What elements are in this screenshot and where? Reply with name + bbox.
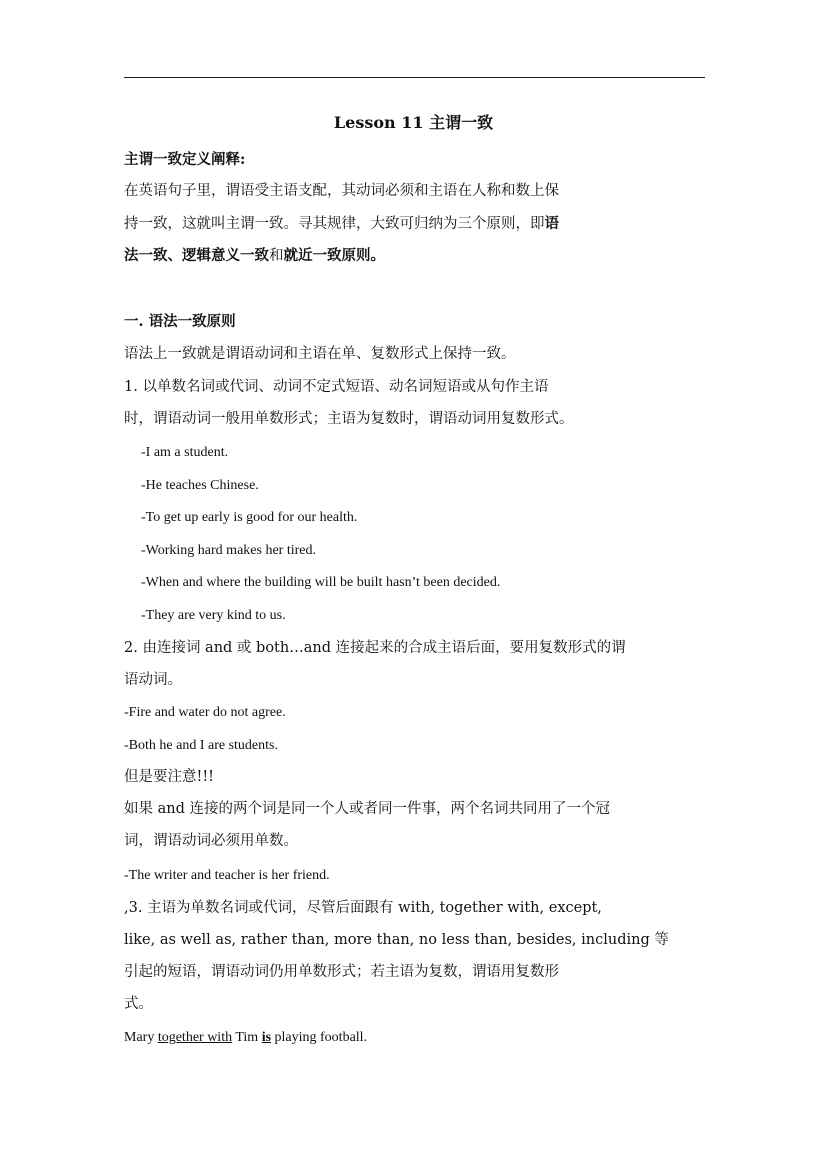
final-example-subject: Mary — [124, 1030, 158, 1045]
definition-line-2 — [124, 215, 559, 233]
note-heading: 但是要注意!!! — [124, 769, 214, 785]
rule-2-line-2: 语动词。 — [124, 672, 182, 688]
rule-3-line-3: 引起的短语，谓语动词仍用单数形式；若主语为复数，谓语用复数形 — [124, 964, 559, 980]
example-2: -He teaches Chinese. — [141, 478, 259, 493]
rule-1-line-1: 1. 以单数名词或代词、动词不定式短语、动名词短语或从句作主语 — [124, 379, 549, 395]
header-rule — [124, 77, 705, 78]
example-5: -When and where the building will be built hasn’t been decided. — [141, 575, 501, 590]
definition-heading: 主谓一致定义阐释: — [124, 151, 246, 168]
definition-line-1: 在英语句子里，谓语受主语支配，其动词必须和主语在人称和数上保 — [124, 183, 559, 199]
final-example — [124, 1029, 367, 1047]
definition-line-3-bold-a: 法一致、逻辑意义一致 — [124, 247, 269, 264]
rule-1-line-2: 时，谓语动词一般用单数形式；主语为复数时，谓语动词用复数形式。 — [124, 411, 574, 427]
final-example-verb: is — [261, 1030, 272, 1045]
example-4: -Working hard makes her tired. — [141, 543, 316, 558]
rule-2-line-1: 2. 由连接词 and 或 both…and 连接起来的合成主语后面，要用复数形式的谓 — [124, 640, 626, 656]
example-7: -Fire and water do not agree. — [124, 705, 286, 720]
section-1-intro: 语法上一致就是谓语动词和主语在单、复数形式上保持一致。 — [124, 346, 516, 362]
rule-3-line-2: like, as well as, rather than, more than, no less than, besides, including 等 — [124, 932, 669, 948]
example-8: -Both he and I are students. — [124, 738, 278, 753]
example-9: -The writer and teacher is her friend. — [124, 868, 330, 883]
definition-line-3-bold-b: 就近一致原则。 — [283, 247, 385, 264]
section-1-heading: 一. 语法一致原则 — [124, 313, 236, 330]
final-example-rest: playing football. — [271, 1030, 368, 1045]
final-example-object: Tim — [232, 1030, 262, 1045]
definition-line-3 — [124, 247, 385, 265]
page-title: Lesson 11 主谓一致 — [333, 113, 494, 132]
example-1: -I am a student. — [141, 445, 229, 460]
note-line-2: 词，谓语动词必须用单数。 — [124, 833, 298, 849]
example-3: -To get up early is good for our health. — [141, 510, 358, 525]
final-example-phrase: together with — [157, 1030, 233, 1045]
definition-line-3-text: 和 — [269, 248, 284, 264]
note-line-1: 如果 and 连接的两个词是同一个人或者同一件事，两个名词共同用了一个冠 — [124, 801, 610, 817]
definition-line-2-text: 持一致，这就叫主谓一致。寻其规律，大致可归纳为三个原则，即 — [124, 216, 545, 232]
example-6: -They are very kind to us. — [141, 608, 286, 623]
rule-3-line-4: 式。 — [124, 996, 153, 1012]
rule-3-line-1: ,3. 主语为单数名词或代词，尽管后面跟有 with, together with, except, — [124, 900, 602, 916]
definition-line-2-bold: 语 — [544, 215, 559, 232]
